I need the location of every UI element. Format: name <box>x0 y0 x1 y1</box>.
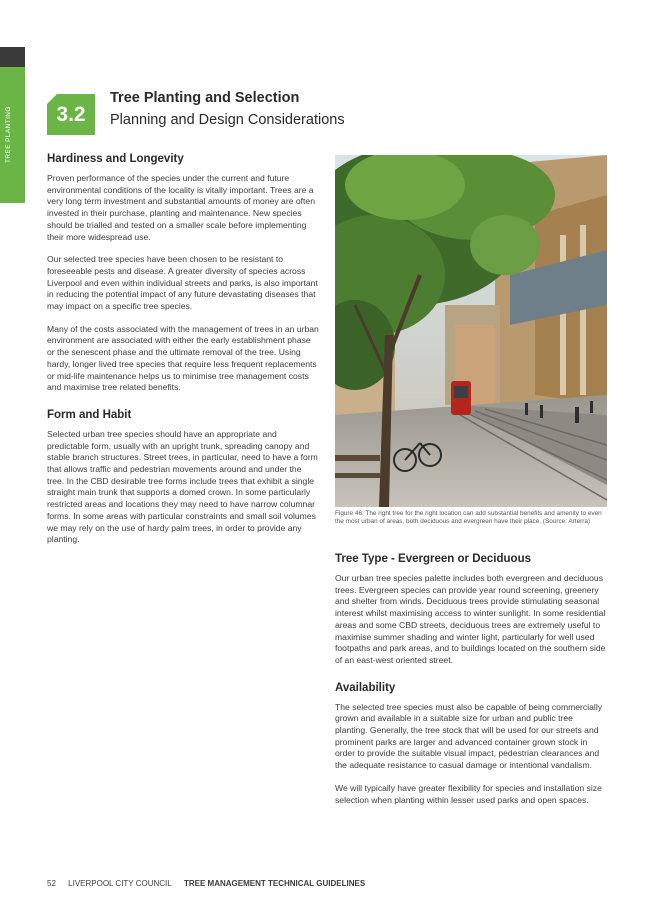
section-title: Tree Planting and Selection <box>110 90 300 106</box>
footer-document-title: TREE MANAGEMENT TECHNICAL GUIDELINES <box>183 879 366 888</box>
heading-form-habit: Form and Habit <box>47 408 132 421</box>
paragraph: The selected tree species must also be capable of being commercially grown and available in a suitable size for urban and public tree planting. Generally, the tree stock that will be used for our streets and prominent parks are larger and advanced container grown stock in order to provide the suitable visual impact, pedestrian clearances and the adequate resistance to casual damage or intentional vandalism. <box>335 701 603 771</box>
right-column <box>335 553 607 817</box>
figure-caption: Figure 46: The right tree for the right location can add substantial benefits and amenity to even the most urban of areas, both deciduous and evergreen have their place. (Source: Arterra) <box>335 510 602 526</box>
page-footer <box>47 879 375 888</box>
heading-hardiness: Hardiness and Longevity <box>47 153 184 165</box>
badge-notch <box>47 94 57 104</box>
page-number: 52 <box>47 879 56 888</box>
paragraph: Many of the costs associated with the management of trees in an urban environment are associated with either the early establishment phase or the senescent phase and the ultimate removal of the tree. Using hardy, longer lived tree species that require less frequent replacements or mid-life maintenance helps us to minimise tree management costs and maximise tree related benefits. <box>47 323 319 393</box>
section-subtitle: Planning and Design Considerations <box>110 112 345 128</box>
side-tab-dark-block <box>0 47 25 67</box>
paragraph: Selected urban tree species should have an appropriate and predictable form, usually with an upright trunk, spreading canopy and stable branch structures. Street trees, in particular, need to have a form that allows traffic and pedestrian movements around and under the tree. In the CBD desirable tree forms include trees that exhibit a single straight main trunk that supports a domed crown. In some particularly restricted areas and locations they may need to have narrow columnar forms. In some areas with particular constraints and small soil volumes we may rely on the use of hardy palm trees, in order to provide any planting. <box>47 428 318 545</box>
side-tab <box>0 67 25 203</box>
heading-tree-type: Tree Type - Evergreen or Deciduous <box>335 553 531 565</box>
paragraph: We will typically have greater flexibility for species and installation size selection when planting within lesser used parks and open spaces. <box>335 782 602 805</box>
left-column <box>47 153 319 557</box>
street-tree-photo <box>335 155 607 507</box>
paragraph: Our urban tree species palette includes both evergreen and deciduous trees. Evergreen species can provide year round screening, greenery and shelter from winds. Deciduous trees provide stimulating seasonal interest whilst maximising access to winter sunlight. In some residential areas and some CBD streets, deciduous trees are extremely useful to maximise summer shading and winter light, particularly for well used footpaths and park areas, and to buildings located on the southern side of an east-west oriented street. <box>335 573 606 665</box>
section-number-badge: 3.2 <box>47 94 95 135</box>
paragraph: Our selected tree species have been chosen to be resistant to foreseeable pests and disease. A greater diversity of species across Liverpool and even within individual streets and parks, is also important in reducing the potential impact of any future devastating diseases that may impact on a specific tree species. <box>47 254 318 312</box>
footer-organization: LIVERPOOL CITY COUNCIL <box>68 879 172 888</box>
paragraph: Proven performance of the species under the current and future environmental conditions of the locality is vitally important. Trees are a very long term investment and substantial amounts of money are often invested in their purchase, planting and maintenance. New species should be trialled and tested on a smaller scale before implementing their more widespread use. <box>47 173 315 242</box>
heading-availability: Availability <box>335 681 396 694</box>
